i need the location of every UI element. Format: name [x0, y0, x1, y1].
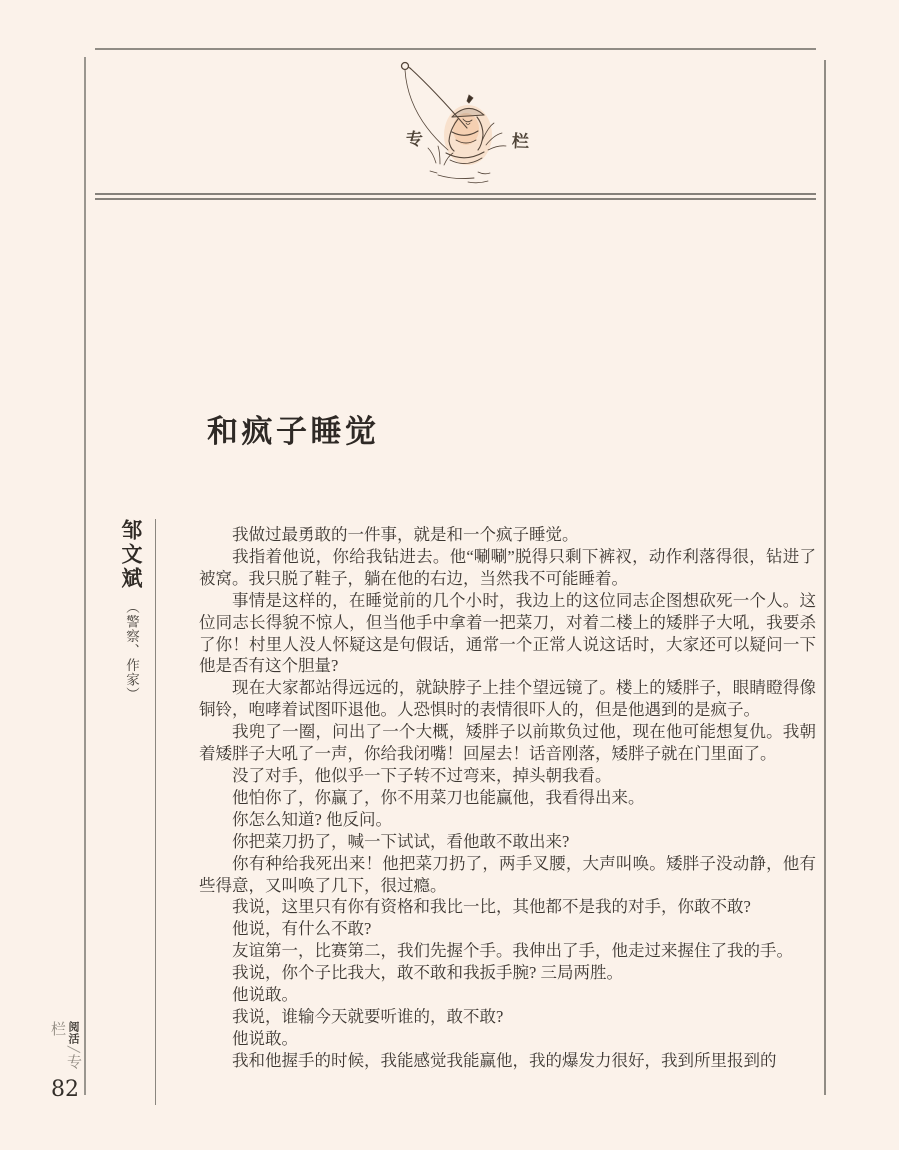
- paragraph: 你有种给我死出来！他把菜刀扔了，两手叉腰，大声叫唤。矮胖子没动静，他有些得意，又叫唤了几下，很过瘾。: [199, 853, 816, 895]
- article-body: [199, 524, 816, 1072]
- paragraph: 他说敢。: [232, 985, 298, 1005]
- paragraph: 没了对手，他似乎一下子转不过弯来，掉头朝我看。: [232, 765, 612, 785]
- page-number: 82: [51, 1077, 79, 1102]
- paragraph: 我说，你个子比我大，敢不敢和我扳手腕? 三局两胜。: [232, 963, 623, 983]
- paragraph: 他说，有什么不敢?: [232, 919, 372, 939]
- column-label-left: 专: [405, 129, 424, 150]
- paragraph: 事情是这样的，在睡觉前的几个小时，我边上的这位同志企图想砍死一个人。这位同志长得貌不惊人，但当他手中拿着一把菜刀，对着二楼上的矮胖子大吼，我要杀了你！村里人没人怀疑这是句假话，通常一个正常人说这话时，大家还可以疑问一下他是否有这个胆量?: [199, 590, 816, 676]
- top-rule: [95, 48, 816, 50]
- paragraph: 他怕你了，你赢了，你不用菜刀也能赢他，我看得出来。: [232, 787, 645, 807]
- paragraph: 我和他握手的时候，我能感觉我能赢他，我的爆发力很好，我到所里报到的: [232, 1050, 777, 1070]
- author-note: （警察、作家）: [124, 600, 139, 702]
- paragraph: 友谊第一，比赛第二，我们先握个手。我伸出了手，他走过来握住了我的手。: [232, 941, 793, 961]
- paragraph: 你把菜刀扔了，喊一下试试，看他敢不敢出来?: [232, 831, 570, 851]
- author-name: 邹文斌: [119, 519, 143, 591]
- fisherman-illustration: [370, 53, 550, 195]
- author-block: [120, 519, 141, 779]
- author-separator-line: [155, 519, 156, 1105]
- column-label-right: 栏: [511, 131, 530, 152]
- paragraph: 我指着他说，你给我钻进去。他“唰唰”脱得只剩下裤衩，动作利落得很，钻进了被窝。我只脱了鞋子，躺在他的右边，当然我不可能睡着。: [199, 546, 816, 588]
- article-title: 和疯子睡觉: [207, 414, 380, 449]
- paragraph: 我说，这里只有你有资格和我比一比，其他都不是我的对手，你敢不敢?: [232, 897, 751, 917]
- paragraph: 现在大家都站得远远的，就缺脖子上挂个望远镜了。楼上的矮胖子，眼睛瞪得像铜铃，咆哮着试图吓退他。人恐惧时的表情很吓人的，但是他遇到的是疯子。: [199, 678, 816, 720]
- magazine-label: 阅活: [67, 1021, 79, 1045]
- paragraph: 我说，谁输今天就要听谁的，敢不敢?: [232, 1006, 504, 1026]
- paragraph: 我兜了一圈，问出了一个大概，矮胖子以前欺负过他，现在他可能想复仇。我朝着矮胖子大吼了一声，你给我闭嘴！回屋去！话音刚落，矮胖子就在门里面了。: [199, 722, 816, 764]
- section-label: 专栏: [49, 1021, 81, 1072]
- left-frame-line: [84, 57, 86, 1095]
- right-frame-line: [824, 60, 826, 1095]
- paragraph: 他说敢。: [232, 1028, 298, 1048]
- footer-divider: ╱: [67, 1046, 79, 1053]
- footer-section-block: [49, 1021, 81, 1085]
- paragraph: 你怎么知道? 他反问。: [232, 809, 392, 829]
- fisherman-ink-sketch-svg: [370, 53, 550, 195]
- paragraph: 我做过最勇敢的一件事，就是和一个疯子睡觉。: [232, 525, 579, 544]
